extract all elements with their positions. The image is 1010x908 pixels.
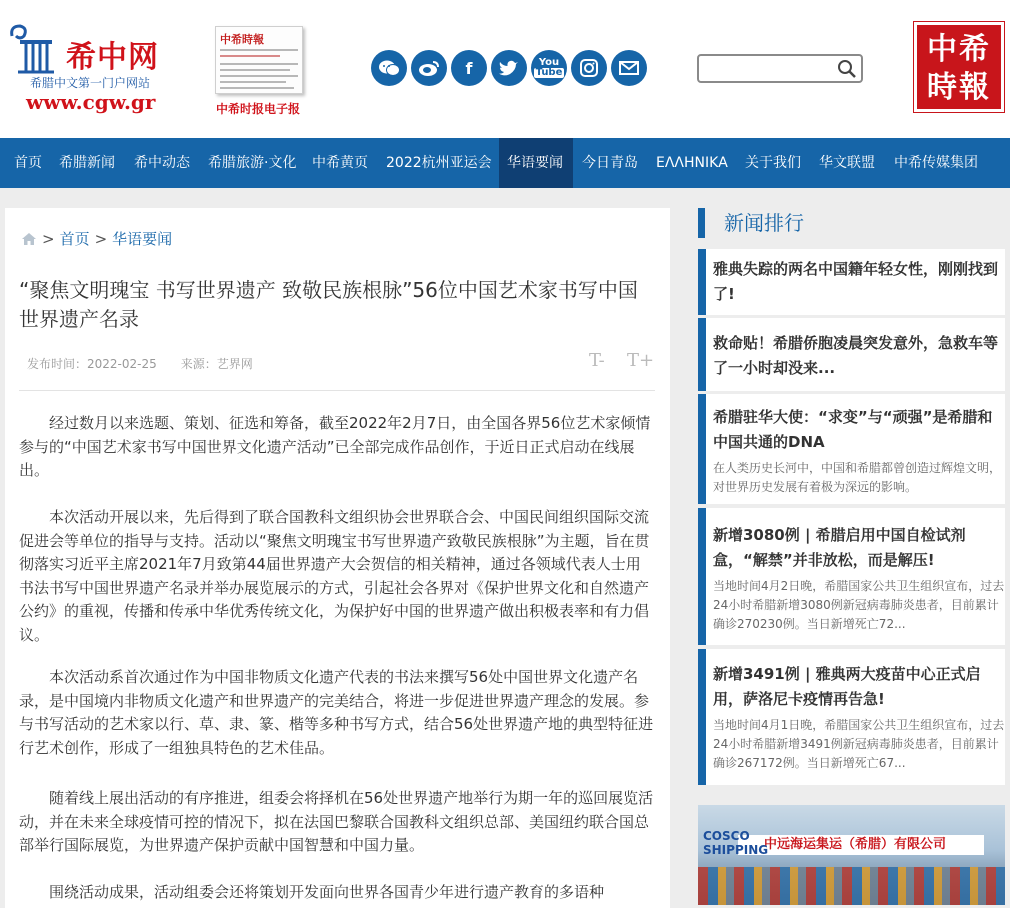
nav-item-media-group[interactable]: 中希传媒集团 [894,155,978,171]
newspaper-thumbnail [215,26,303,94]
main-nav [0,138,1010,188]
nav-item-travel-culture[interactable]: 希腊旅游·文化 [208,155,297,171]
email-icon[interactable] [611,50,647,86]
sidebar-title: 新闻排行 [698,208,1005,238]
news-summary: 当地时间4月1日晚，希腊国家公共卫生组织宣布，过去24小时希腊新增3491例新冠病毒肺炎患者，目前累计确诊267172例。当日新增死亡67... [713,718,1005,770]
ad-background-image [698,867,1005,905]
news-item[interactable] [698,394,1005,504]
article-paragraph: 随着线上展出活动的有序推进，组委会将择机在56处世界遗产地举行为期一年的巡回展览活动，并在未来全球疫情可控的情况下，拟在法国巴黎联合国教科文组织总部、美国纽约联合国总部举行国际展览，为世界遗产保护贡献中国智慧和中国力量。 [19,789,654,854]
instagram-icon[interactable] [571,50,607,86]
logo-tagline: 希腊中文第一门户网站 [30,76,151,90]
nav-item-alliance[interactable]: 华文联盟 [819,155,875,171]
article-paragraph: 围绕活动成果，活动组委会还将策划开发面向世界各国青少年进行遗产教育的多语种 [49,883,605,901]
news-item[interactable] [698,508,1005,645]
news-headline[interactable]: 雅典失踪的两名中国籍年轻女性，刚刚找到了! [713,260,999,303]
article-paragraph: 本次活动开展以来，先后得到了联合国教科文组织协会世界联合会、中国民间组织国际交流促进会等单位的指导与支持。活动以“聚焦文明瑰宝书写世界遗产致敬民族根脉”为主题，旨在贯彻落实习近平主席2021年7月致第44届世界遗产大会贺信的相关精神，通过各领域代表人士用书法书写中国世界遗产名录并举办展览展示的方式，引起社会各界对《保护世界文化和自然遗产公约》的重视，传播和传承中华优秀传统文化，为保护好中国的世界遗产做出积极表率和有力倡议。 [19,508,650,644]
wechat-icon[interactable] [371,50,407,86]
breadcrumb-sep: > [42,229,55,248]
nav-item-greek[interactable]: ΕΛΛΗΝΙΚΑ [656,155,728,171]
news-headline[interactable]: 希腊驻华大使：“求变”与“顽强”是希腊和中国共通的DNA [713,408,993,451]
news-headline[interactable]: 救命贴！希腊侨胞凌晨突发意外，急救车等了一小时却没来... [713,334,999,377]
breadcrumb-sep: > [94,229,108,248]
ad-text: 中远海运集运（希腊）有限公司 [764,837,947,852]
epaper-link[interactable] [212,24,308,120]
article-paragraph: 本次活动系首次通过作为中国非物质文化遗产代表的书法来撰写56处中国世界文化遗产名录，是中国境内非物质文化遗产和世界遗产的完美结合，将进一步促进世界遗产理念的发展。参与书写活动的艺术家以行、草、隶、篆、楷等多种书写方式，结合56处世界遗产地的典型特征进行艺术创作，形成了一组独具特色的艺术佳品。 [19,668,654,757]
brand-logo-bottom: 時報 [927,70,991,105]
news-summary: 在人类历史长河中，中国和希腊都曾创造过辉煌文明，对世界历史发展有着极为深远的影响。 [713,461,1002,494]
facebook-icon[interactable]: f [451,50,487,86]
logo-url: www.cgw.gr [26,90,156,114]
search-input[interactable] [703,59,831,78]
news-item[interactable] [698,649,1005,785]
brand-logo-top: 中希 [927,32,991,67]
logo-name: 希中网 [66,40,159,75]
article-meta: 发布时间：2022-02-25 来源：艺界网 [27,357,253,371]
breadcrumb-home[interactable]: 首页 [59,230,90,248]
weibo-icon[interactable] [411,50,447,86]
article-title: “聚焦文明瑰宝 书写世界遗产 致敬民族根脉”56位中国艺术家书写中国世界遗产名录 [19,278,638,331]
article-paragraph: 经过数月以来选题、策划、征选和筹备，截至2022年2月7日，由全国各界56位艺术家倾情参与的“中国艺术家书写中国世界文化遗产活动”已全部完成作品创作，于近日正式启动在线展出。 [19,414,651,479]
breadcrumb-section[interactable]: 华语要闻 [112,230,173,248]
font-decrease-button[interactable]: T- [589,350,605,371]
epaper-label: 中希时报电子报 [216,102,301,116]
news-headline[interactable]: 新增3080例 | 希腊启用中国自检试剂盒，“解禁”并非放松，而是解压! [713,526,966,569]
search-icon[interactable] [837,59,857,79]
search-box [697,54,863,83]
news-item[interactable] [698,249,1005,315]
nav-item-chinese-news[interactable]: 华语要闻 [499,138,573,188]
nav-item-home[interactable]: 首页 [14,155,42,171]
brand-logo[interactable] [914,22,1004,112]
twitter-icon[interactable] [491,50,527,86]
nav-item-yellow-pages[interactable]: 中希黄页 [312,155,368,171]
nav-item-qingdao[interactable]: 今日青岛 [582,155,638,171]
breadcrumb [21,228,172,249]
nav-item-about[interactable]: 关于我们 [745,155,801,171]
divider [19,390,655,391]
column-logo-icon [6,22,66,74]
article-panel [5,208,670,908]
news-item[interactable] [698,318,1005,391]
nav-item-greece-news[interactable]: 希腊新闻 [59,155,115,171]
home-icon[interactable] [21,232,37,246]
site-header [0,0,1010,138]
nav-item-sino-greek[interactable]: 希中动态 [134,155,190,171]
site-logo[interactable] [6,22,166,114]
cosco-ad-banner[interactable] [698,805,1005,905]
cosco-logo: COSCO SHIPPING [703,829,769,857]
font-increase-button[interactable]: T+ [627,350,655,371]
news-summary: 当地时间4月2日晚，希腊国家公共卫生组织宣布，过去24小时希腊新增3080例新冠病毒肺炎患者，目前累计确诊270230例。当日新增死亡72... [713,579,1005,631]
news-headline[interactable]: 新增3491例 | 雅典两大疫苗中心正式启用，萨洛尼卡疫情再告急! [713,665,981,708]
nav-item-asian-games[interactable]: 2022杭州亚运会 [386,155,492,171]
youtube-icon[interactable]: You Tube [531,50,567,86]
newspaper-masthead: 中希時報 [220,33,264,46]
